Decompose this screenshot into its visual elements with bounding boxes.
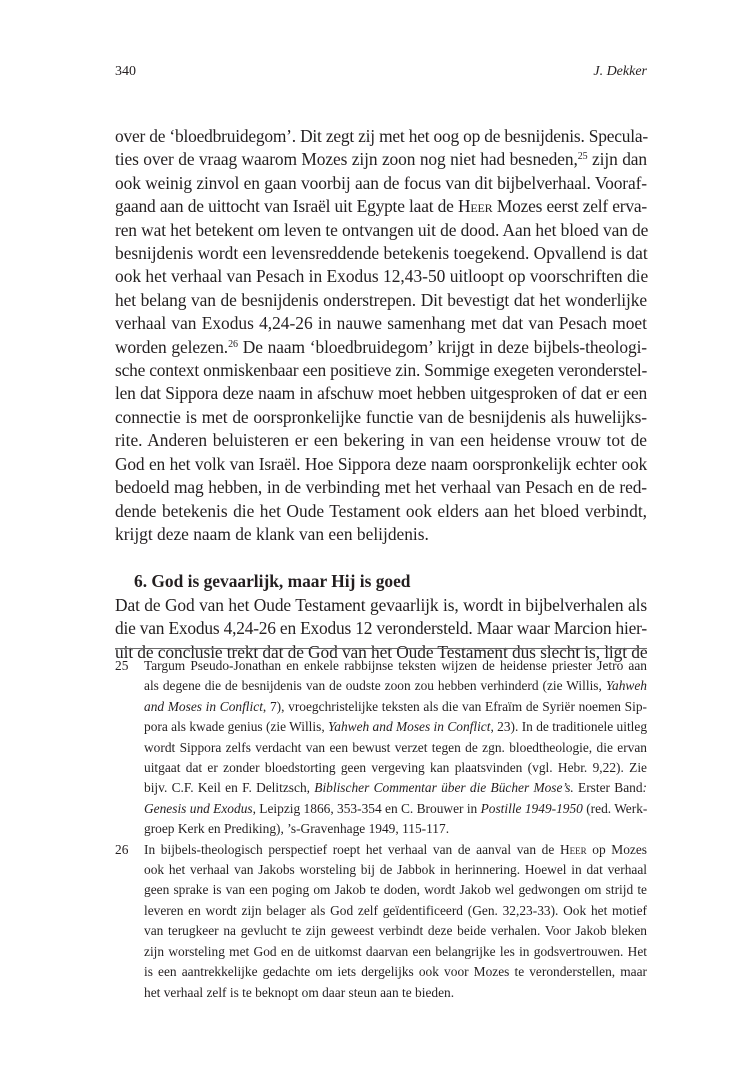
paragraph bbox=[115, 125, 647, 546]
text-line: ook het verhaal van Pesach in Exodus 12,43-50 uitloopt op voorschriften die bbox=[115, 266, 649, 287]
text-line: God en het volk van Israël. Hoe Sippora deze naam oorspronkelijk echter ook bbox=[115, 453, 647, 474]
text-line: besnijdenis wordt een levensreddende betekenis toegekend. Opvallend is dat bbox=[115, 243, 648, 264]
paragraph bbox=[115, 594, 647, 664]
text-line: uit de conclusie trekt dat de God van het Oude Testament dus slecht is, ligt de bbox=[115, 641, 648, 662]
footnote-line: pora als kwade genius (zie Willis, Yahweh and Moses in Conflict, 23). In de traditionele uitleg bbox=[144, 719, 648, 735]
main-text bbox=[115, 125, 647, 664]
footnote-line: geen sprake is van een poging om Jakob te doden, wordt Jakob wel gedwongen om strijd te bbox=[144, 882, 647, 898]
text-line: ook weinig zinvol en gaan voorbij aan de focus van dit bijbelverhaal. Vooraf- bbox=[115, 172, 647, 193]
text-line: ren wat het betekent om leven te ontvangen uit de dood. Aan het bloed van de bbox=[115, 219, 649, 240]
text-line: worden gelezen.$^{26}$ De naam ‘bloedbruidegom’ krijgt in deze bijbels-theologi- bbox=[115, 336, 647, 357]
footnote-line: Genesis und Exodus, Leipzig 1866, 353-354 en C. Brouwer in Postille 1949-1950 (red. Werk- bbox=[144, 800, 648, 816]
text-line: Dat de God van het Oude Testament gevaarlijk is, wordt in bijbelverhalen als bbox=[115, 594, 647, 615]
footnote-line: groep Kerk en Prediking), ’s-Gravenhage 1949, 115-117. bbox=[144, 821, 450, 837]
divine-name: Heer bbox=[559, 841, 587, 857]
footnote-line: het verhaal zelf is te beknopt om daar steun aan te bieden. bbox=[144, 984, 455, 1000]
footnote-separator bbox=[115, 648, 647, 649]
text-line: connectie is met de oorspronkelijke functie van de besnijdenis als huwelijks- bbox=[115, 406, 647, 427]
footnote-line: zijn worsteling met God en de uitkomst daarvan een belangrijke les in godsvertrouwen. Het bbox=[144, 943, 647, 959]
footnote-25 bbox=[115, 656, 647, 840]
footnote-line: ook het verhaal van Jakobs worsteling bij de Jabbok in herinnering. Hoewel in dat verhaal bbox=[144, 862, 647, 878]
footnote-ref-25[interactable]: 25 bbox=[577, 151, 588, 163]
footnotes bbox=[115, 656, 647, 1003]
text-line: len dat Sippora deze naam in afschuw moet hebben uitgesproken of dat er een bbox=[115, 383, 647, 404]
footnote-line: In bijbels-theologisch perspectief roept het verhaal van de aanval van de Heer op Mozes bbox=[144, 841, 647, 857]
footnote-line: als degene die de besnijdenis van de oudste zoon zou hebben verhinderd (zie Willis, Yahweh bbox=[144, 678, 647, 694]
footnote-line: and Moses in Conflict, 7), vroegchristelijke teksten als die van Efraïm de Syriër noemen Sip- bbox=[144, 698, 647, 714]
footnote-26 bbox=[115, 840, 647, 1003]
running-head-author: J. Dekker bbox=[593, 64, 647, 79]
footnote-line: van terugkeer na gevlucht te zijn geweest verbindt deze beide verhalen. Voor Jakob bleken bbox=[144, 923, 647, 939]
text-line: krijgt deze naam de klank van een belijdenis. bbox=[115, 523, 429, 544]
footnote-line: leveren en wordt zijn belager als God zelf geïdentificeerd (Gen. 32,23-33). Ook het motief bbox=[144, 902, 647, 918]
divine-name: Heer bbox=[458, 196, 493, 217]
text-line: die van Exodus 4,24-26 en Exodus 12 verondersteld. Maar waar Marcion hier- bbox=[115, 618, 648, 639]
footnote-line: bijv. C.F. Keil en F. Delitzsch, Biblischer Commentar über die Bücher Mose’s. Erster Band: bbox=[144, 780, 647, 796]
page-number: 340 bbox=[115, 64, 136, 79]
text-line: sche context onmiskenbaar een positieve zin. Sommige exegeten veronderstel- bbox=[115, 360, 648, 381]
section-heading: 6. God is gevaarlijk, maar Hij is goed bbox=[134, 571, 411, 592]
footnote-line: Targum Pseudo-Jonathan en enkele rabbijnse teksten wijzen de heidense priester Jetro aan bbox=[144, 658, 647, 673]
text-line: over de ‘bloedbruidegom’. Dit zegt zij met het oog op de besnijdenis. Specula- bbox=[115, 126, 649, 146]
footnote-line: wordt Sippora zelfs verdacht van een bewust verzet tegen de zgn. bloedtheologie, die ervan bbox=[144, 739, 647, 755]
text-line: het belang van de besnijdenis onderstrepen. Dit bevestigt dat het wonderlijke bbox=[115, 289, 647, 310]
text-line: rite. Anderen beluisteren er een bekering in van een heidense vrouw tot de bbox=[115, 430, 647, 451]
text-line: dende betekenis die het Oude Testament ook elders aan het bloed verbindt, bbox=[115, 500, 647, 521]
text-line: gaand aan de uittocht van Israël uit Egypte laat de Heer Mozes eerst zelf ervа- bbox=[115, 196, 648, 217]
footnote-number: 25 bbox=[115, 658, 129, 673]
footnote-ref-26[interactable]: 26 bbox=[228, 338, 238, 350]
footnote-line: uitgaat dat er zonder bloedstorting geen vergeving kan plaatsvinden (vgl. Hebr. 9,22). Zie bbox=[144, 760, 647, 776]
text-line: ties over de vraag waarom Mozes zijn zoon nog niet had besneden,$^{25}$ zijn dan bbox=[115, 149, 648, 170]
text-line: verhaal van Exodus 4,24-26 in nauwe samenhang met dat van Pesach moet bbox=[115, 313, 647, 334]
text-line: bedoeld mag hebben, in de verbinding met het verhaal van Pesach en de red- bbox=[115, 477, 647, 498]
footnote-number: 26 bbox=[115, 841, 129, 857]
footnote-line: is een aantrekkelijke gedachte om iets dergelijks ook voor Mozes te veronderstellen, maar bbox=[144, 964, 647, 980]
